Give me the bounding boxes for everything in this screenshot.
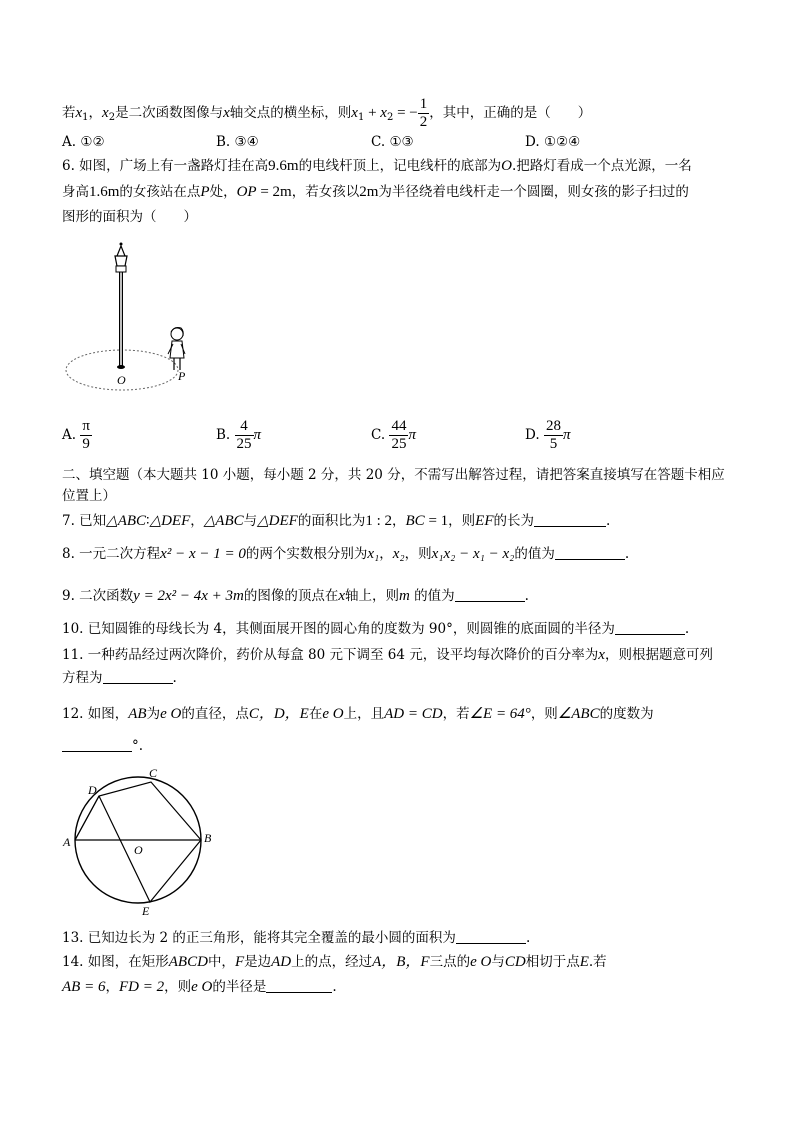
point-p: P (200, 184, 210, 200)
text: ，其中，正确的是（ ） (429, 105, 592, 121)
q11-line-2 (62, 668, 177, 688)
text: ∶ (146, 513, 150, 529)
sub: 1 (357, 112, 365, 123)
equation: x² − x − 1 = 0 (160, 546, 246, 562)
triangle-def: △DEF (257, 513, 298, 529)
var-x1: x (75, 105, 83, 121)
text: 9. 二次函数 (62, 588, 134, 604)
text: ，则 (164, 979, 192, 995)
label-c: C (149, 766, 158, 780)
numerator: 1 (419, 96, 428, 112)
q5-option-a[interactable] (62, 132, 105, 152)
circle-o: e O (470, 954, 492, 970)
text: . (684, 621, 690, 637)
answer-blank[interactable] (103, 669, 173, 684)
var-x: x (223, 105, 230, 121)
angle-e: ∠E = 64° (469, 706, 531, 722)
points: C，D，E (248, 706, 309, 722)
text: 的长为 (493, 513, 534, 529)
point-e: E (579, 954, 589, 970)
q6-line-3 (62, 207, 197, 227)
denominator: 25 (391, 436, 407, 452)
denominator: 9 (82, 436, 90, 452)
text: ，若 (442, 706, 470, 722)
option-letter: A. (62, 134, 77, 150)
text: 若 (62, 105, 76, 121)
streetlight-figure (62, 234, 212, 404)
text: ，则 (530, 706, 558, 722)
text: . (524, 588, 529, 604)
label-d: D (88, 783, 97, 797)
op: + (364, 105, 381, 121)
triangle-abc: △ABC (106, 513, 147, 529)
text: 11. 一种药品经过两次降价，药价从每盒 80 元下调至 64 元，设平均每次降价的百分率为 (62, 647, 599, 663)
points: A，B，F (372, 954, 430, 970)
q6-line-2 (62, 182, 689, 202)
text: ， (379, 546, 393, 562)
ab-value: AB = 6 (62, 979, 106, 995)
text: 14. 如图，在矩形 (62, 954, 169, 970)
q7 (62, 511, 610, 531)
segment-bc: BC (405, 513, 425, 529)
q13 (62, 928, 530, 948)
text: 上的点，经过 (291, 954, 373, 970)
denominator: 25 (236, 436, 252, 452)
text: 的值为 (514, 546, 555, 562)
text: . (525, 930, 531, 946)
triangle-abc: △ABC (203, 513, 244, 529)
lamp-shade (115, 256, 127, 266)
text: ， (392, 513, 406, 529)
text: 7. 已知 (62, 513, 107, 529)
option-letter: B. (216, 427, 231, 443)
chords (75, 782, 201, 902)
op: = − (393, 105, 418, 121)
fraction (418, 96, 430, 131)
fraction (389, 418, 408, 453)
triangle-def: △DEF (149, 513, 191, 529)
circle-figure (62, 762, 222, 922)
text: 的半径是 (212, 979, 267, 995)
text: ，则 (404, 546, 432, 562)
option-letter: A. (62, 427, 77, 443)
text: 相切于点 (525, 954, 580, 970)
denominator: 2 (419, 114, 428, 130)
option-text: ①② (80, 134, 105, 150)
lamp-base (116, 266, 126, 272)
answer-blank[interactable] (555, 545, 625, 560)
text: 为半径绕着电线杆走一个圆圈，则女孩的影子扫过的 (378, 184, 689, 200)
text: °. (132, 738, 144, 754)
label-o: O (117, 373, 126, 387)
answer-blank[interactable] (534, 512, 606, 527)
text: 的面积比为 (297, 513, 366, 529)
text: 是边 (244, 954, 272, 970)
text: ， (105, 979, 119, 995)
q10 (62, 619, 689, 639)
segment-op: OP (236, 184, 257, 200)
text: 的直径，点 (181, 706, 249, 722)
answer-blank[interactable] (266, 978, 332, 993)
numerator: 4 (235, 418, 254, 436)
text: 中， (207, 954, 235, 970)
denominator: 5 (549, 436, 558, 452)
text: ， (190, 513, 204, 529)
root-x2: x₂ (392, 546, 405, 562)
q6-option-b[interactable] (216, 418, 261, 453)
q11-line-1 (62, 645, 713, 665)
q14-line-1 (62, 952, 607, 972)
text: 的女孩站在点 (119, 184, 201, 200)
option-text: ①②④ (543, 134, 581, 150)
label-a: A (63, 835, 71, 849)
q12-line-2 (62, 736, 143, 756)
section-2-title (62, 465, 725, 485)
text: 与 (243, 513, 258, 529)
segment-ef: EF (475, 513, 494, 529)
q6-option-a[interactable] (62, 418, 92, 453)
var: x (351, 105, 358, 121)
side-cd: CD (504, 954, 526, 970)
root-x1: x₁ (367, 546, 380, 562)
option-letter: D. (525, 427, 540, 443)
text: 在 (308, 706, 323, 722)
label-p: P (178, 369, 186, 383)
q5-option-b[interactable] (216, 132, 259, 152)
angle-abc: ∠ABC (557, 706, 600, 722)
text: . (172, 670, 177, 686)
point-o: O (501, 158, 512, 174)
answer-blank[interactable] (615, 620, 685, 635)
text: ，若女孩以 (291, 184, 360, 200)
option-text: ③④ (234, 134, 259, 150)
text: 的图像的顶点在 (243, 588, 339, 604)
q12-line-1 (62, 704, 654, 724)
q9 (62, 586, 529, 606)
q5-option-d[interactable] (525, 132, 580, 152)
text: . (624, 546, 630, 562)
numerator: 44 (391, 418, 407, 434)
option-text: ①③ (389, 134, 414, 150)
lamp-tip (120, 243, 123, 246)
point-f: F (234, 954, 245, 970)
pi: π (253, 427, 262, 443)
q6-line-1 (62, 156, 692, 176)
text: 13. 已知边长为 2 的正三角形，能将其完全覆盖的最小圆的面积为 (62, 930, 456, 946)
circle-o: e O (191, 979, 213, 995)
q14-line-2 (62, 977, 337, 997)
height-value: 9.6m (268, 158, 299, 174)
fraction (235, 418, 254, 453)
text: 的电线杆顶上，记电线杆的底部为 (298, 158, 502, 174)
text: 方程为 (62, 670, 103, 686)
q8 (62, 544, 629, 564)
text: 10. 已知圆锥的母线长为 4，其侧面展开图的圆心角的度数为 90°，则圆锥的底面圆的半径为 (62, 621, 615, 637)
text: 轴交点的横坐标，则 (229, 105, 352, 121)
text: 处， (209, 184, 237, 200)
label-e: E (142, 904, 150, 918)
sub: 2 (108, 112, 116, 123)
var-x2: x (102, 105, 109, 121)
text: 二、填空题（本大题共 10 小题，每小题 2 分，共 20 分，不需写出解答过程，请把答案直接填写在答题卡相应 (62, 467, 725, 483)
text: 轴上，则 (345, 588, 400, 604)
segment-ab: AB (128, 706, 147, 722)
girl-height: 1.6m (89, 184, 120, 200)
ratio: 1 : 2 (365, 513, 393, 529)
text: ，则 (448, 513, 476, 529)
text: . (332, 979, 337, 995)
text: 三点的 (429, 954, 471, 970)
side-ad: AD (271, 954, 292, 970)
option-letter: B. (216, 134, 231, 150)
var-m: m (399, 588, 410, 604)
text: 图形的面积为（ ） (62, 209, 197, 225)
option-letter: C. (371, 427, 386, 443)
text: 与 (491, 954, 505, 970)
pi: π (408, 427, 416, 443)
text: .把路灯看成一个点光源，一名 (511, 158, 692, 174)
fd-value: FD = 2 (118, 979, 165, 995)
girl-dress (170, 341, 184, 358)
label-b: B (204, 831, 212, 845)
q6-option-d[interactable] (525, 418, 570, 453)
var-x: x (338, 588, 346, 604)
op: = 1 (424, 513, 449, 529)
fraction (544, 418, 563, 453)
var-x: x (598, 647, 605, 663)
circle-o: e O (160, 706, 182, 722)
text: 的值为 (409, 588, 455, 604)
text: ，则根据题意可列 (604, 647, 713, 663)
answer-blank[interactable] (455, 587, 525, 602)
option-letter: C. (371, 134, 386, 150)
q5-option-c[interactable] (371, 132, 414, 152)
q5-condition-line (62, 96, 591, 131)
pi: π (562, 427, 571, 443)
text: 位置上） (62, 488, 116, 504)
op: = 2m (256, 184, 292, 200)
fraction (80, 418, 92, 453)
option-letter: D. (525, 134, 540, 150)
lamp-top (117, 246, 125, 256)
sub: 1 (82, 112, 89, 123)
numerator: π (82, 418, 90, 434)
text: 6. 如图，广场上有一盏路灯挂在高 (62, 158, 269, 174)
arcs: AD = CD (384, 706, 443, 722)
circle-o: e O (322, 706, 344, 722)
text: 是二次函数图像与 (115, 105, 224, 121)
function: y = 2x² − 4x + 3m (133, 588, 244, 604)
var: x (380, 105, 387, 121)
expression: x₁x₂ − x₁ − x₂ (431, 546, 515, 562)
pole-base (117, 365, 125, 369)
text: 12. 如图， (62, 706, 129, 722)
text: ， (88, 105, 103, 121)
label-o: O (134, 843, 143, 857)
text: 的两个实数根分别为 (245, 546, 368, 562)
radius: 2m (359, 184, 379, 200)
q6-option-c[interactable] (371, 418, 416, 453)
text: 为 (146, 706, 161, 722)
text: 的度数为 (599, 706, 654, 722)
answer-blank[interactable] (456, 929, 526, 944)
answer-blank[interactable] (62, 737, 132, 752)
numerator: 28 (545, 418, 561, 434)
text: .若 (588, 954, 607, 970)
text: 8. 一元二次方程 (62, 546, 161, 562)
section-2-title-cont (62, 486, 116, 506)
text: 上，且 (343, 706, 385, 722)
sub: 2 (386, 112, 394, 123)
text: . (605, 513, 611, 529)
rect-abcd: ABCD (168, 954, 208, 970)
text: 身高 (62, 184, 89, 200)
